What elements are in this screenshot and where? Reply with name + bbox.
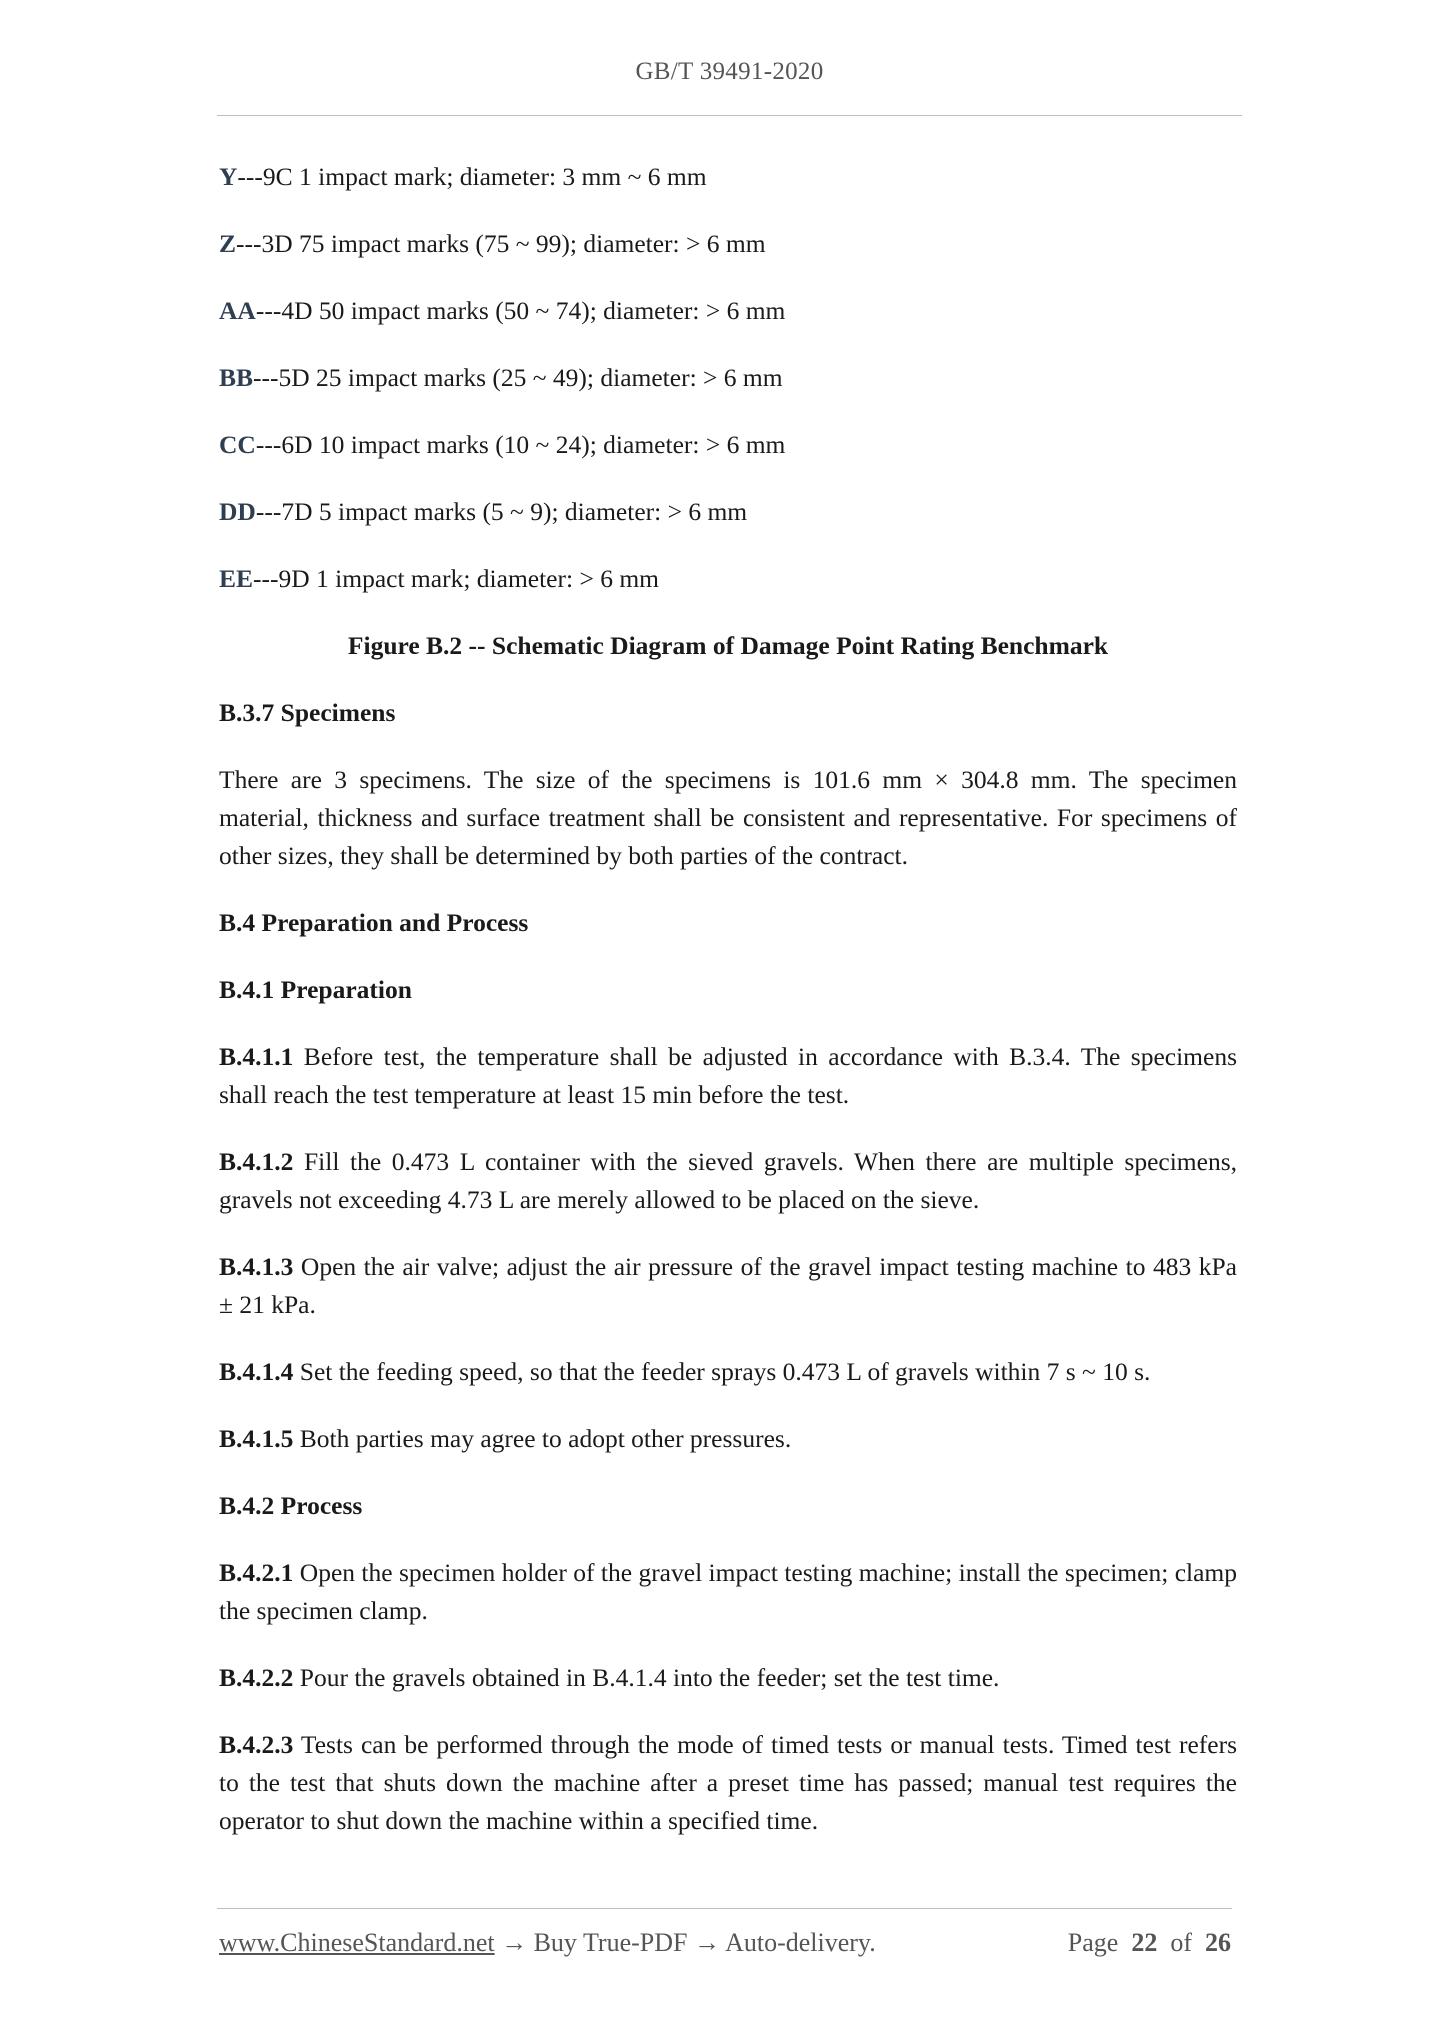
section-heading-b4: B.4 Preparation and Process: [219, 908, 529, 937]
clause-b4-1-2: B.4.1.2 Fill the 0.473 L container with the sieved gravels. When there are multiple specimens, gravels not exceeding 4.73 L are merely allowed to be placed on the sieve.: [219, 1147, 1237, 1214]
clause-b4-1-4: B.4.1.4 Set the feeding speed, so that the feeder sprays 0.473 L of gravels within 7 s ~ 10 s.: [219, 1357, 1151, 1386]
clause-b4-1-1: B.4.1.1 Before test, the temperature shall be adjusted in accordance with B.3.4. The specimens shall reach the test temperature at least 15 min before the test.: [219, 1042, 1237, 1109]
section-heading-b41: B.4.1 Preparation: [219, 975, 412, 1004]
header-divider: [217, 115, 1242, 116]
legend-item: CC---6D 10 impact marks (10 ~ 24); diameter: > 6 mm: [219, 430, 786, 459]
footer-divider: [217, 1908, 1232, 1909]
page-number: Page 22 of 26: [1067, 1928, 1231, 1957]
clause-b4-1-3: B.4.1.3 Open the air valve; adjust the air pressure of the gravel impact testing machine to 483 kPa ± 21 kPa.: [219, 1252, 1237, 1319]
clause-b4-2-1: B.4.2.1 Open the specimen holder of the gravel impact testing machine; install the specimen; clamp the specimen clamp.: [219, 1558, 1237, 1625]
page-content: [219, 158, 1237, 1869]
clause-b4-1-5: B.4.1.5 Both parties may agree to adopt other pressures.: [219, 1424, 792, 1453]
page-footer: [219, 1928, 1231, 1958]
legend-item: Z---3D 75 impact marks (75 ~ 99); diameter: > 6 mm: [219, 229, 766, 258]
figure-legend: [219, 158, 1237, 598]
paragraph-b37: There are 3 specimens. The size of the specimens is 101.6 mm × 304.8 mm. The specimen material, thickness and surface treatment shall be consistent and representative. For specimens of other sizes, they shall be determined by both parties of the contract.: [219, 765, 1237, 870]
legend-item: Y---9C 1 impact mark; diameter: 3 mm ~ 6 mm: [219, 162, 707, 191]
document-header: GB/T 39491-2020: [635, 58, 824, 85]
legend-item: EE---9D 1 impact mark; diameter: > 6 mm: [219, 564, 660, 593]
legend-item: AA---4D 50 impact marks (50 ~ 74); diameter: > 6 mm: [219, 296, 786, 325]
current-page: 22: [1131, 1928, 1158, 1957]
footer-delivery-text: Auto-delivery.: [725, 1928, 876, 1957]
figure-caption: Figure B.2 -- Schematic Diagram of Damage Point Rating Benchmark: [347, 631, 1109, 660]
arrow-right-icon: →: [687, 1928, 726, 1957]
total-pages: 26: [1205, 1928, 1231, 1957]
legend-item: DD---7D 5 impact marks (5 ~ 9); diameter: > 6 mm: [219, 497, 748, 526]
legend-item: BB---5D 25 impact marks (25 ~ 49); diameter: > 6 mm: [219, 363, 783, 392]
arrow-right-icon: →: [494, 1928, 534, 1957]
footer-buy-text: Buy True-PDF: [533, 1928, 688, 1957]
section-heading-b37: B.3.7 Specimens: [219, 698, 396, 727]
website-link[interactable]: www.ChineseStandard.net: [219, 1928, 495, 1957]
clause-b4-2-2: B.4.2.2 Pour the gravels obtained in B.4.1.4 into the feeder; set the test time.: [219, 1663, 1000, 1692]
section-heading-b42: B.4.2 Process: [219, 1491, 363, 1520]
clause-b4-2-3: B.4.2.3 Tests can be performed through the mode of timed tests or manual tests. Timed test refers to the test that shuts down the machine after a preset time has passed; manual test requires the operator to shut down the machine within a specified time.: [219, 1730, 1237, 1835]
footer-promo: [219, 1928, 876, 1958]
